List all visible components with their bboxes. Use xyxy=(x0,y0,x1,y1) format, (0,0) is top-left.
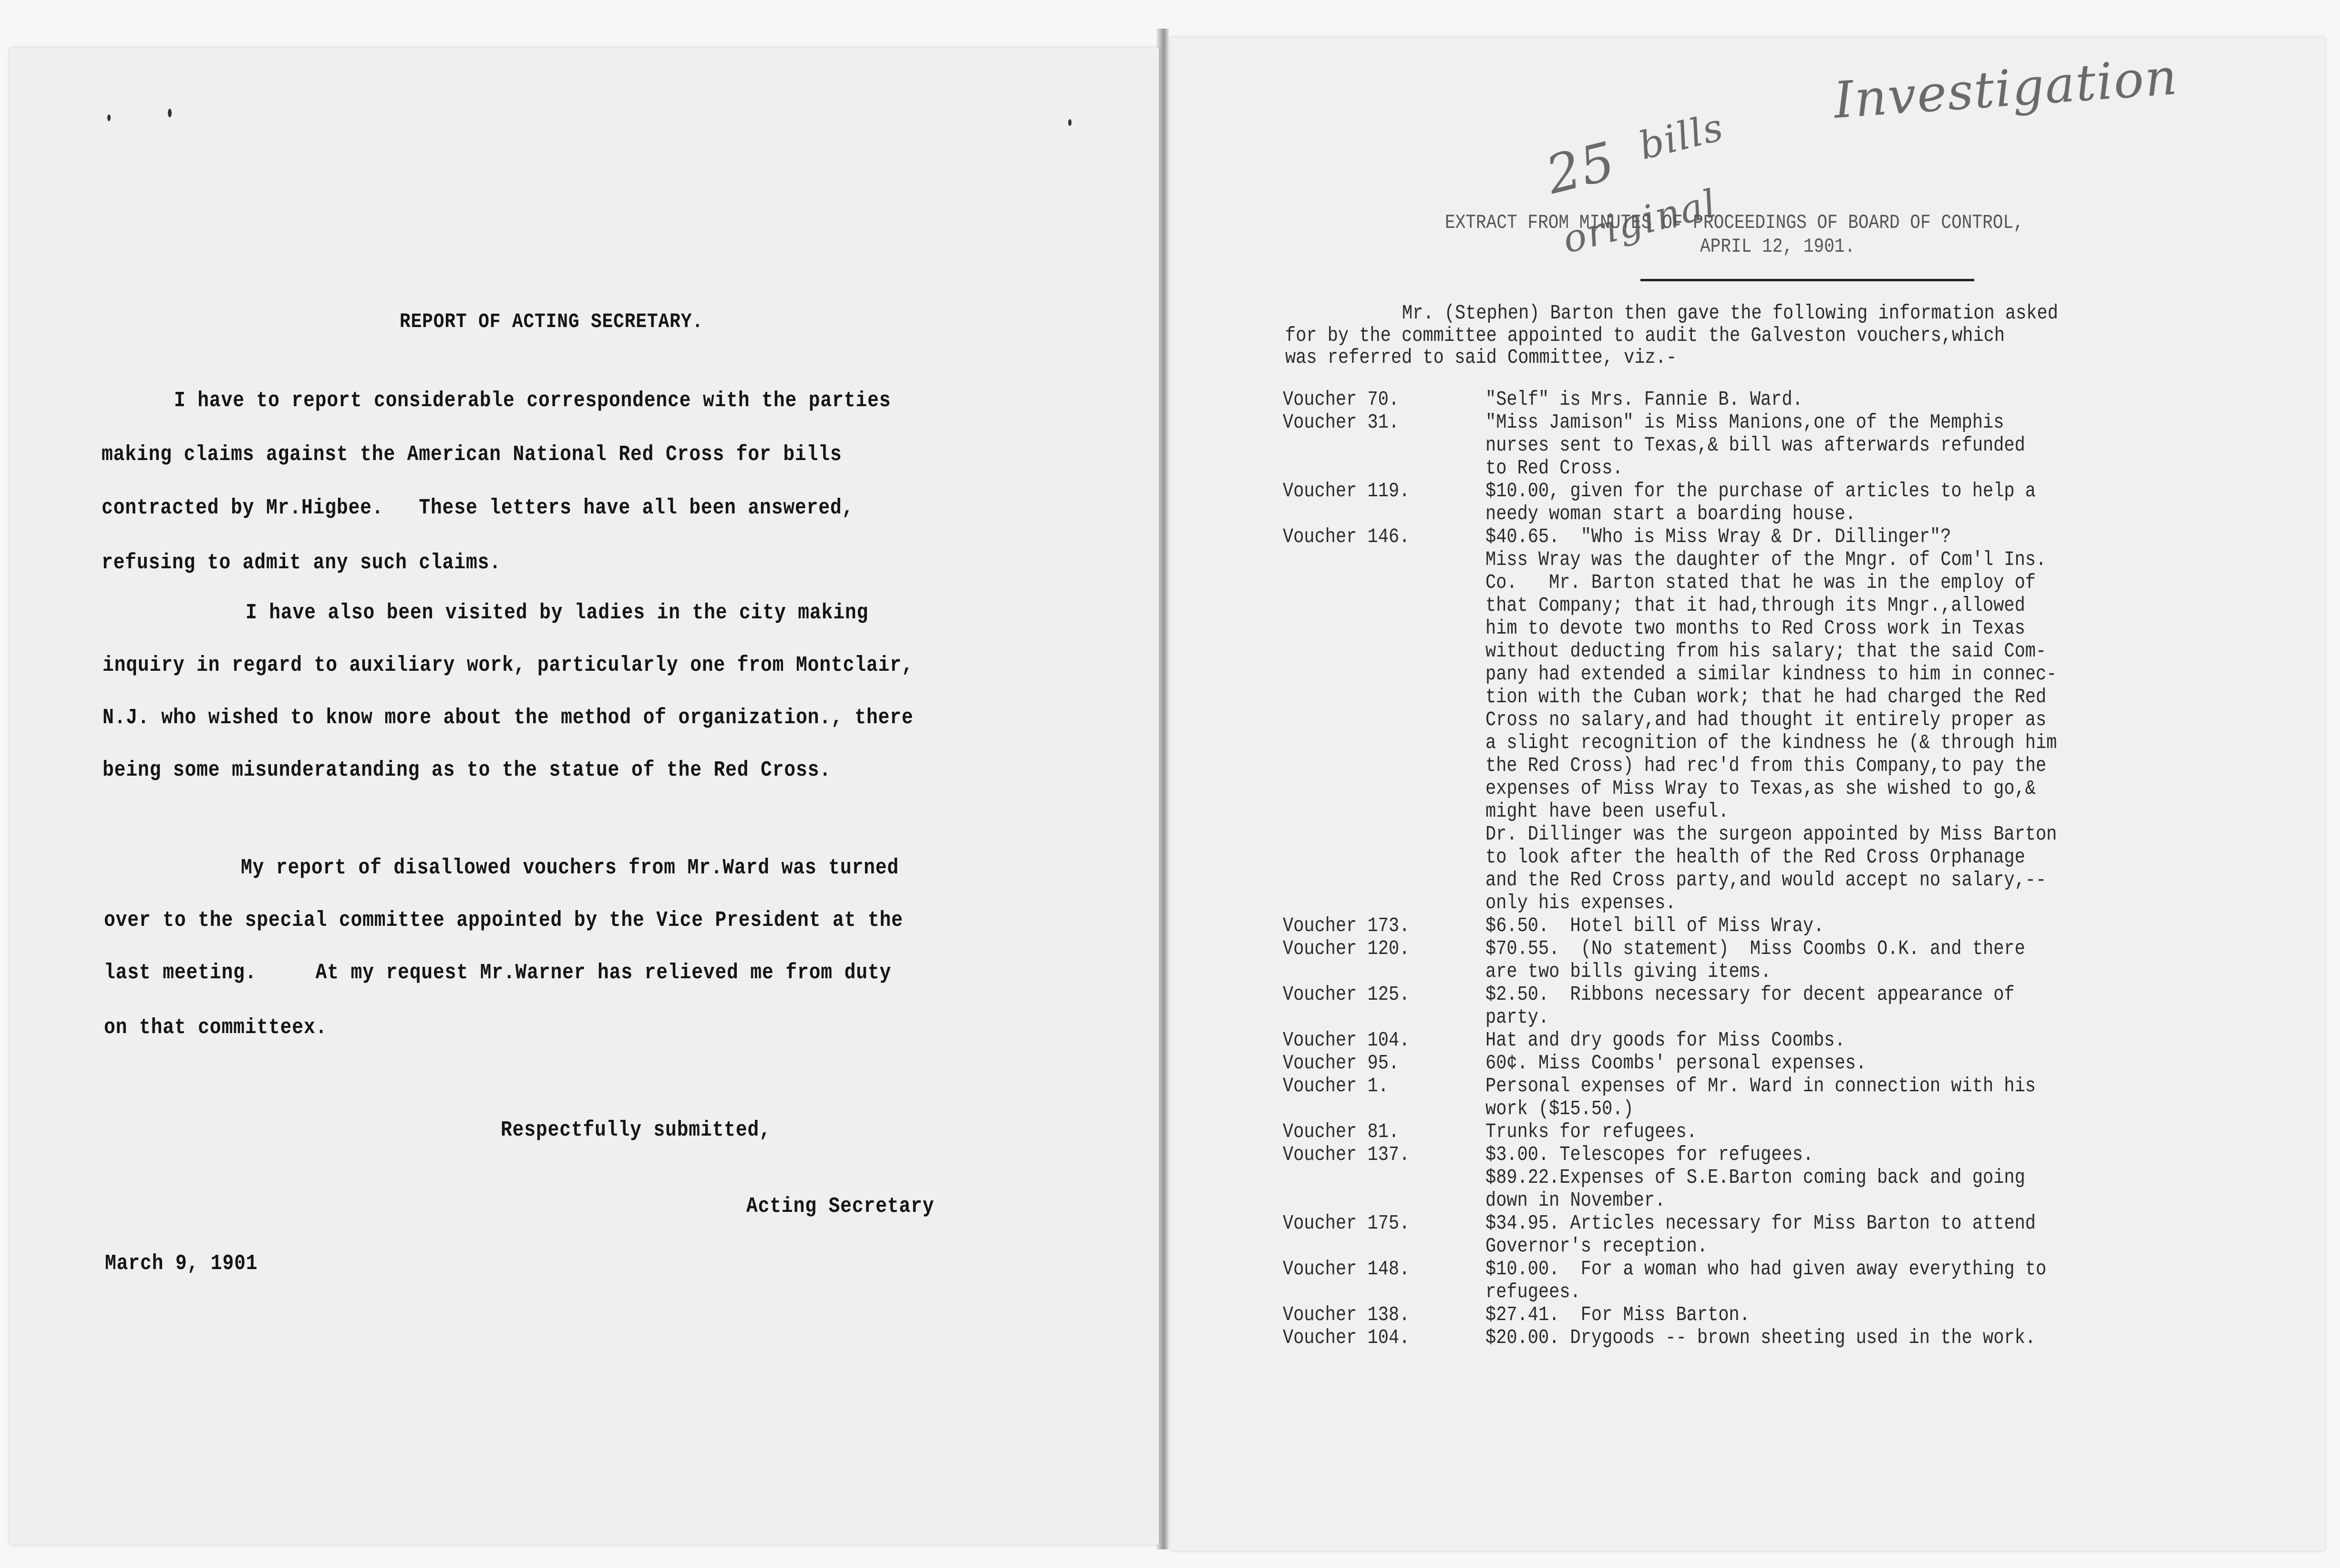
voucher-text: to Red Cross. xyxy=(1485,456,1623,480)
voucher-label: Voucher 31. xyxy=(1283,410,1400,434)
voucher-label: Voucher 70. xyxy=(1283,388,1400,411)
voucher-text: party. xyxy=(1485,1005,1549,1029)
paragraph-line: on that committeex. xyxy=(104,1015,328,1040)
voucher-text: "Self" is Mrs. Fannie B. Ward. xyxy=(1485,388,1803,411)
voucher-text: refugees. xyxy=(1485,1280,1581,1303)
voucher-text: Hat and dry goods for Miss Coombs. xyxy=(1485,1028,1845,1052)
voucher-text: $10.00, given for the purchase of articles to help a xyxy=(1485,479,2036,502)
paragraph-line: contracted by Mr.Higbee. These letters have all been answered, xyxy=(102,496,854,520)
voucher-text: Dr. Dillinger was the surgeon appointed by Miss Barton xyxy=(1485,822,2057,846)
voucher-text: nurses sent to Texas,& bill was afterwards refunded xyxy=(1485,433,2025,457)
voucher-text: without deducting from his salary; that the said Com- xyxy=(1485,639,2047,663)
voucher-text: $34.95. Articles necessary for Miss Barton to attend xyxy=(1485,1211,2036,1235)
report-title: REPORT OF ACTING SECRETARY. xyxy=(400,310,703,333)
left-page-report xyxy=(10,48,1159,1545)
voucher-label: Voucher 138. xyxy=(1283,1303,1410,1326)
voucher-text: Personal expenses of Mr. Ward in connection with his xyxy=(1485,1074,2036,1097)
report-date: March 9, 1901 xyxy=(105,1251,258,1276)
voucher-text: $6.50. Hotel bill of Miss Wray. xyxy=(1485,914,1825,937)
voucher-text: that Company; that it had,through its Mngr.,allowed xyxy=(1485,594,2025,617)
voucher-text: needy woman start a boarding house. xyxy=(1485,502,1856,525)
voucher-text: Cross no salary,and had thought it entirely proper as xyxy=(1485,708,2047,731)
voucher-label: Voucher 175. xyxy=(1283,1211,1410,1235)
voucher-text: work ($15.50.) xyxy=(1485,1097,1634,1120)
ink-speck xyxy=(168,109,172,117)
signature-title: Acting Secretary xyxy=(746,1194,935,1219)
voucher-text: and the Red Cross party,and would accept no salary,-- xyxy=(1485,868,2047,892)
voucher-label: Voucher 81. xyxy=(1283,1120,1400,1143)
extract-heading: EXTRACT FROM MINUTES OF PROCEEDINGS OF BOARD OF CONTROL, xyxy=(1445,211,2024,234)
voucher-text: a slight recognition of the kindness he (& through him xyxy=(1485,731,2057,754)
intro-line: Mr. (Stephen) Barton then gave the following information asked xyxy=(1402,301,2058,325)
voucher-text: are two bills giving items. xyxy=(1485,960,1772,983)
paragraph-line: I have to report considerable correspondence with the parties xyxy=(174,389,891,413)
handwritten-number: 25 xyxy=(1540,130,1622,206)
voucher-text: expenses of Miss Wray to Texas,as she wished to go,& xyxy=(1485,777,2036,800)
paragraph-line: My report of disallowed vouchers from Mr.Ward was turned xyxy=(241,856,899,880)
voucher-text: pany had extended a similar kindness to him in connec- xyxy=(1485,662,2057,686)
voucher-text: tion with the Cuban work; that he had charged the Red xyxy=(1485,685,2047,708)
paragraph-line: making claims against the American National Red Cross for bills xyxy=(102,442,842,467)
extract-date: APRIL 12, 1901. xyxy=(1700,235,1856,258)
heading-underline xyxy=(1640,279,1974,281)
voucher-text: to look after the health of the Red Cross Orphanage xyxy=(1485,845,2025,869)
handwritten-word: Investigation xyxy=(1832,47,2180,130)
voucher-text: $3.00. Telescopes for refugees. xyxy=(1485,1143,1814,1166)
voucher-label: Voucher 119. xyxy=(1283,479,1410,502)
handwritten-word: original xyxy=(1558,181,1721,262)
paragraph-line: being some misunderatanding as to the statue of the Red Cross. xyxy=(103,758,831,782)
voucher-text: $89.22.Expenses of S.E.Barton coming back and going xyxy=(1485,1166,2025,1189)
voucher-text: might have been useful. xyxy=(1485,799,1729,823)
paragraph-line: last meeting. At my request Mr.Warner has relieved me from duty xyxy=(104,961,892,985)
voucher-label: Voucher 120. xyxy=(1283,937,1410,960)
closing-line: Respectfully submitted, xyxy=(501,1118,771,1142)
voucher-text: $70.55. (No statement) Miss Coombs O.K. and there xyxy=(1485,937,2025,960)
voucher-text: $10.00. For a woman who had given away everything to xyxy=(1485,1257,2047,1281)
voucher-label: Voucher 104. xyxy=(1283,1326,1410,1349)
ink-speck xyxy=(107,114,111,121)
voucher-text: Governor's reception. xyxy=(1485,1234,1708,1258)
voucher-label: Voucher 125. xyxy=(1283,983,1410,1006)
voucher-label: Voucher 148. xyxy=(1283,1257,1410,1281)
intro-line: for by the committee appointed to audit the Galveston vouchers,which xyxy=(1285,324,2005,347)
intro-line: was referred to said Committee, viz.- xyxy=(1285,346,1677,369)
voucher-text: $20.00. Drygoods -- brown sheeting used in the work. xyxy=(1485,1326,2036,1349)
paragraph-line: I have also been visited by ladies in the city making xyxy=(246,601,869,625)
voucher-text: "Miss Jamison" is Miss Manions,one of the Memphis xyxy=(1485,410,2004,434)
voucher-text: Co. Mr. Barton stated that he was in the employ of xyxy=(1485,571,2036,594)
paragraph-line: refusing to admit any such claims. xyxy=(102,551,501,575)
voucher-label: Voucher 173. xyxy=(1283,914,1410,937)
voucher-text: the Red Cross) had rec'd from this Company,to pay the xyxy=(1485,754,2047,777)
voucher-text: only his expenses. xyxy=(1485,891,1676,914)
voucher-text: 60¢. Miss Coombs' personal expenses. xyxy=(1485,1051,1866,1075)
paragraph-line: over to the special committee appointed by the Vice President at the xyxy=(104,908,903,933)
voucher-label: Voucher 137. xyxy=(1283,1143,1410,1166)
voucher-text: down in November. xyxy=(1485,1189,1666,1212)
ink-speck xyxy=(1068,119,1072,126)
handwritten-word: bills xyxy=(1634,104,1728,168)
voucher-text: $40.65. "Who is Miss Wray & Dr. Dillinger"? xyxy=(1485,525,1951,548)
voucher-text: him to devote two months to Red Cross work in Texas xyxy=(1485,616,2025,640)
paragraph-line: N.J. who wished to know more about the method of organization., there xyxy=(103,706,914,730)
voucher-label: Voucher 1. xyxy=(1283,1074,1389,1097)
voucher-label: Voucher 146. xyxy=(1283,525,1410,548)
voucher-text: Trunks for refugees. xyxy=(1485,1120,1697,1143)
voucher-text: Miss Wray was the daughter of the Mngr. of Com'l Ins. xyxy=(1485,548,2047,571)
voucher-text: $27.41. For Miss Barton. xyxy=(1485,1303,1750,1326)
voucher-text: $2.50. Ribbons necessary for decent appearance of xyxy=(1485,983,2015,1006)
voucher-label: Voucher 95. xyxy=(1283,1051,1400,1075)
paragraph-line: inquiry in regard to auxiliary work, particularly one from Montclair, xyxy=(103,653,914,677)
voucher-label: Voucher 104. xyxy=(1283,1028,1410,1052)
